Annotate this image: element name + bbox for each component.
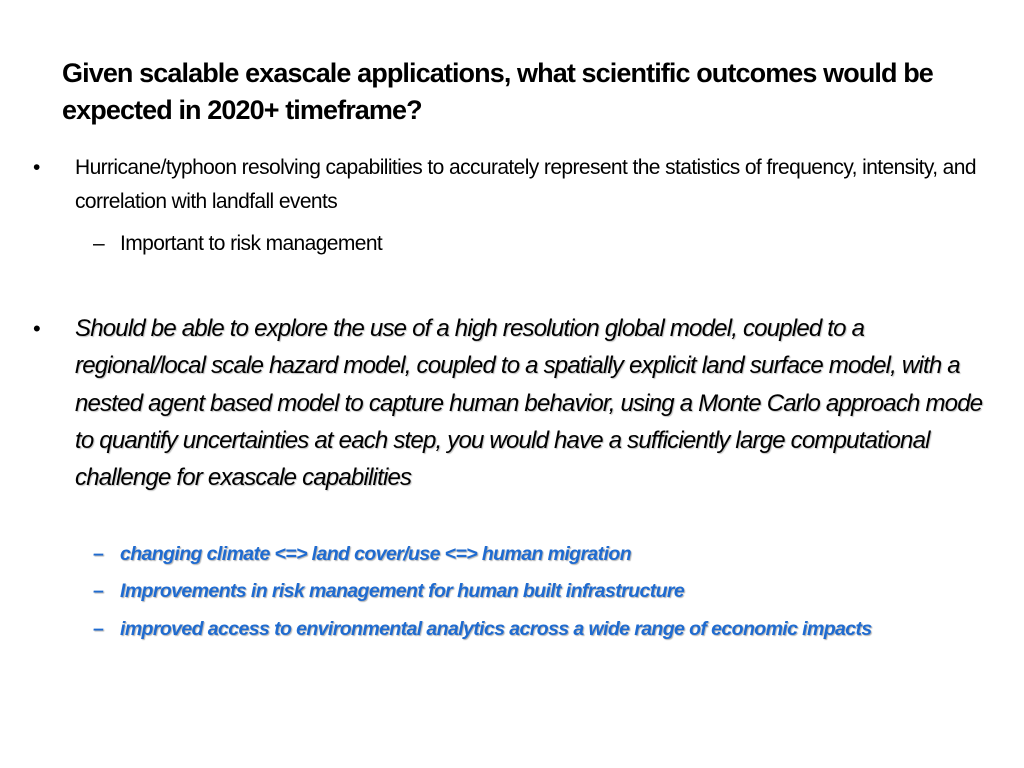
sub-bullet-text: changing climate <=> land cover/use <=> human migration <box>120 543 632 565</box>
bullet-text: Hurricane/typhoon resolving capabilities to accurately represent the statistics of frequency, intensity, and correlation with landfall events <box>75 156 976 213</box>
bullet-marker: • <box>33 316 41 341</box>
slide-title: Given scalable exascale applications, what scientific outcomes would be expected in 2020+ timeframe? <box>62 58 933 125</box>
sub-bullet-text: improved access to environmental analytics across a wide range of economic impacts <box>120 618 872 640</box>
sub-bullet-text: Improvements in risk management for human built infrastructure <box>120 580 685 602</box>
sub-bullet-marker: – <box>93 580 104 602</box>
sub-bullet-marker: – <box>93 618 104 640</box>
bullet-marker: • <box>33 156 40 179</box>
sub-bullet-text: Important to risk management <box>120 232 383 255</box>
sub-bullet-marker: – <box>93 232 105 255</box>
bullet-text-italic: Should be able to explore the use of a high resolution global model, coupled to a regional/local scale hazard model, coupled to a spatially explicit land surface model, with a nested agent based model to capture human behavior, using a Monte Carlo approach mode to quantify uncertainties at each step, you would have a sufficiently large computational challenge for exascale capabilities <box>75 315 983 492</box>
sub-bullet-marker: – <box>93 543 104 565</box>
